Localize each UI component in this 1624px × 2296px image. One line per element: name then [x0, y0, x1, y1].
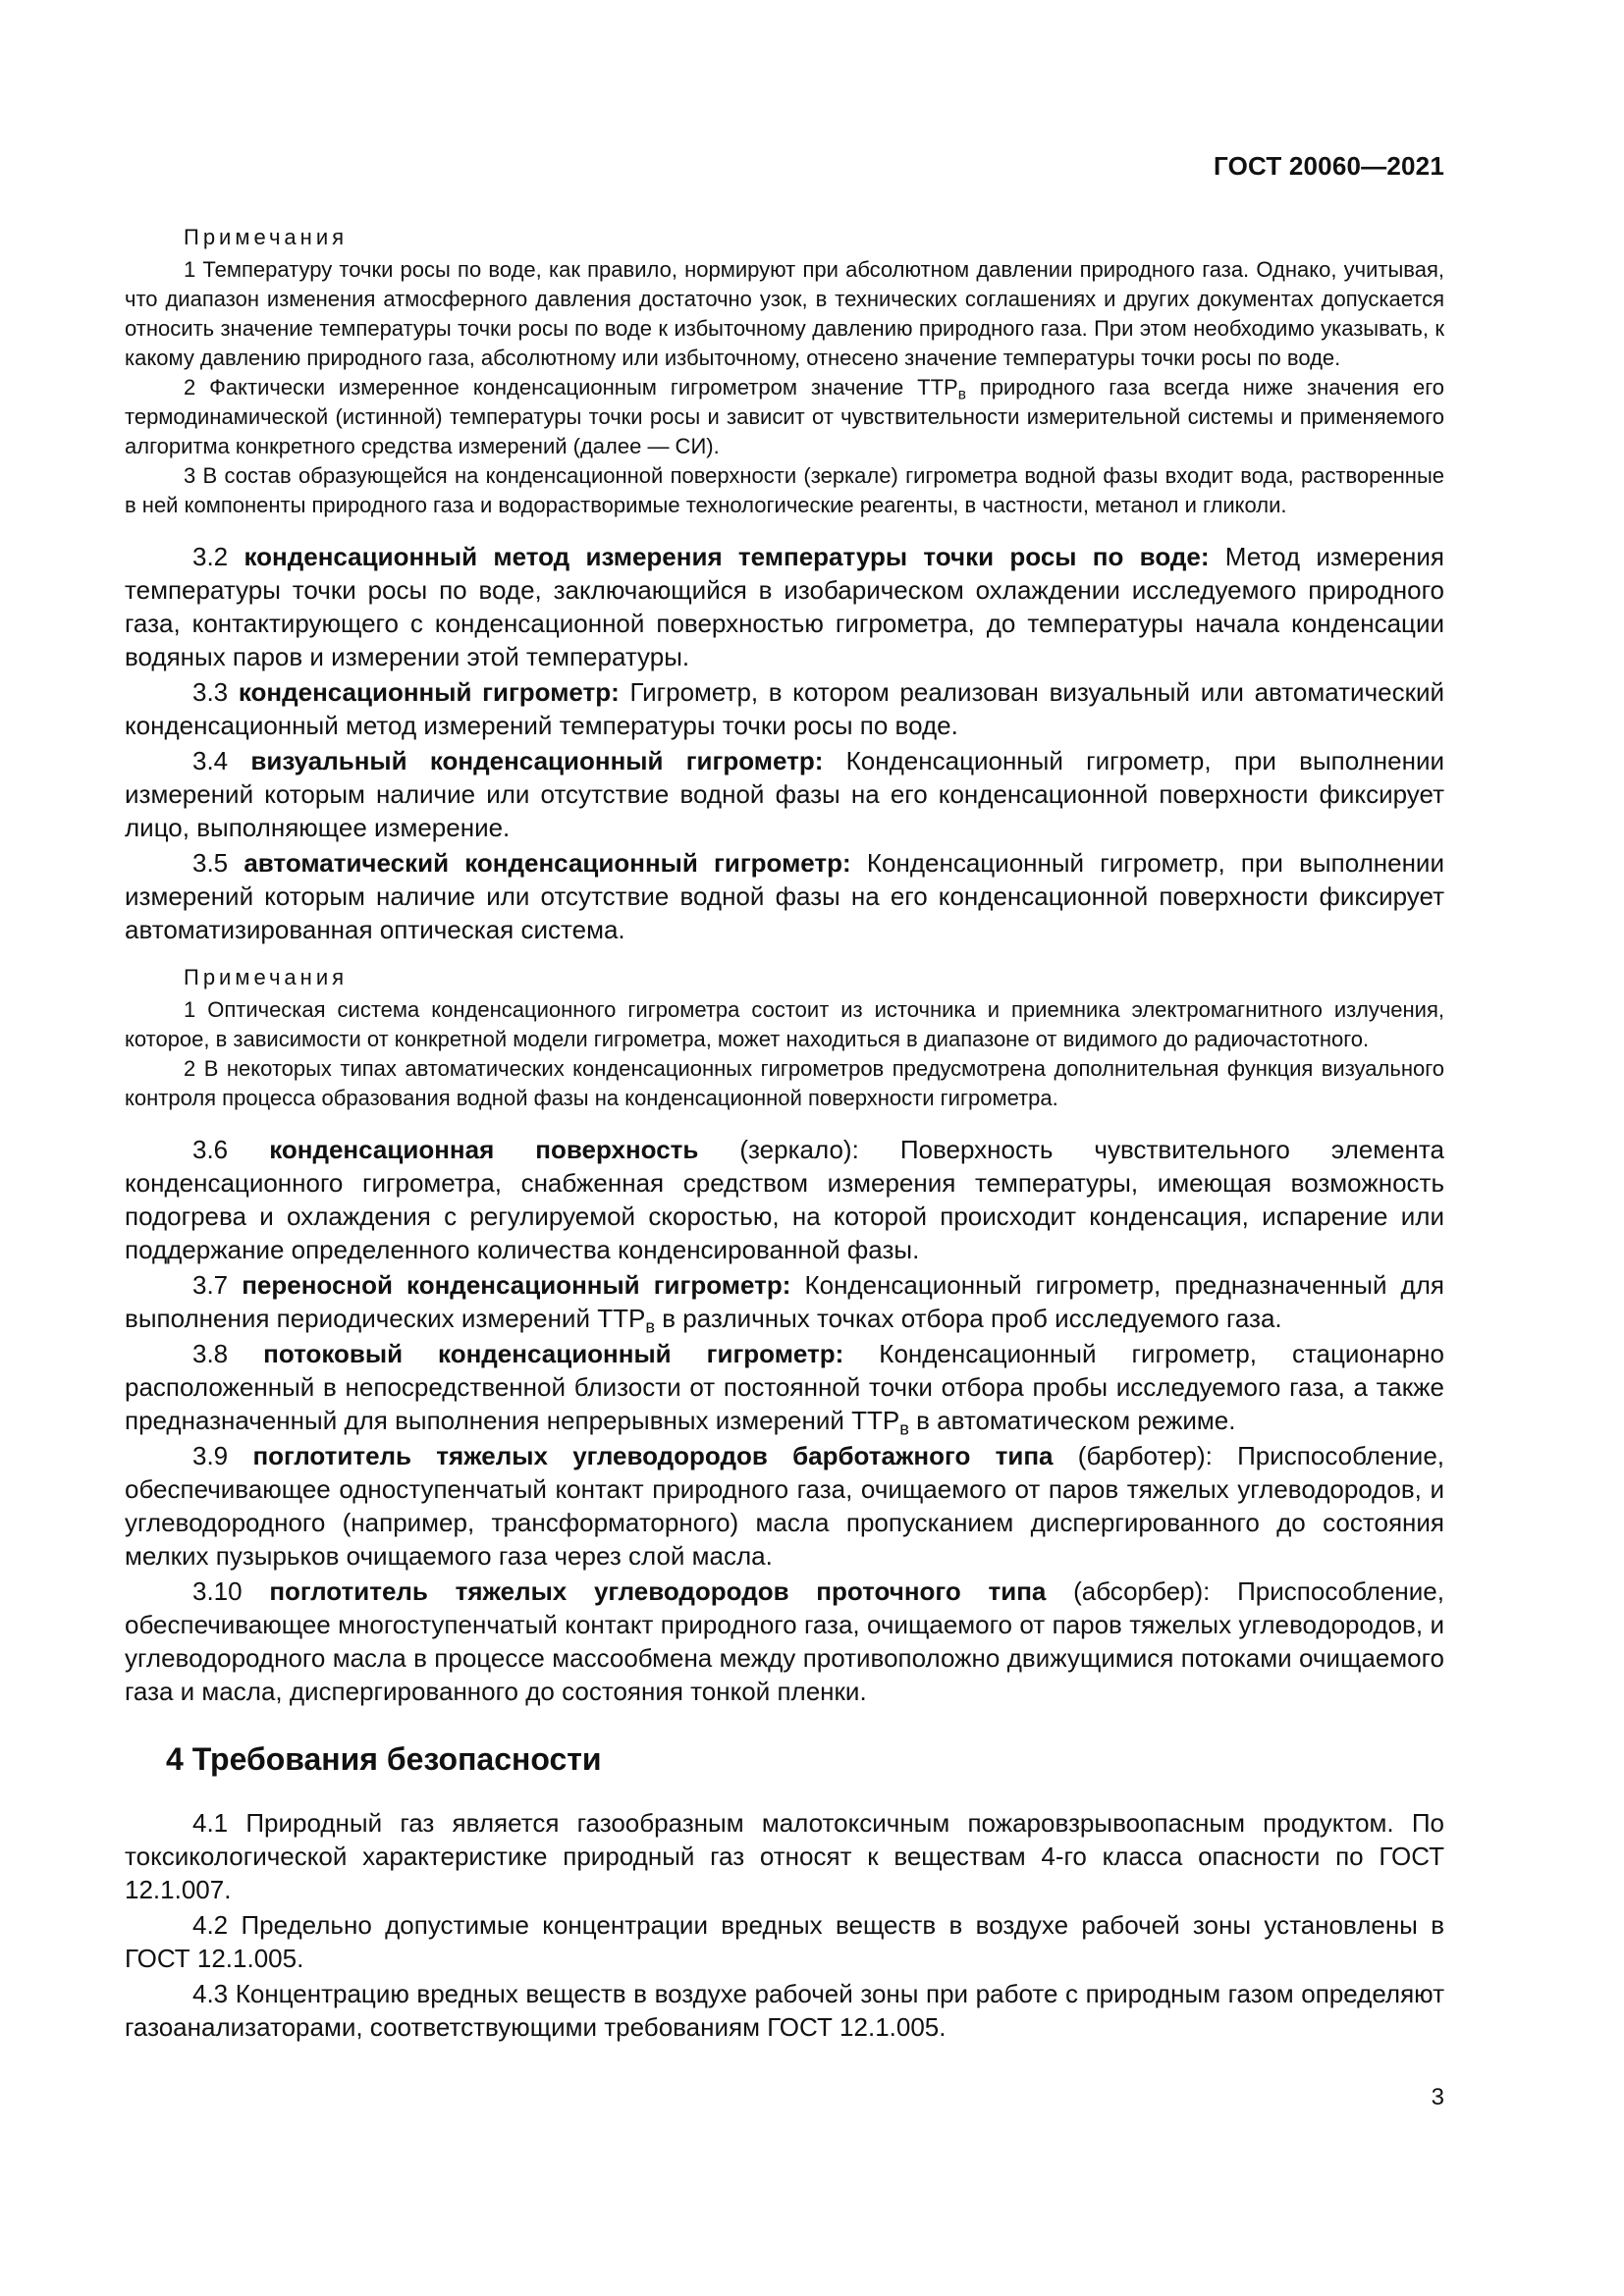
- section-4-title: 4 Требования безопасности: [166, 1741, 602, 1777]
- notes-block-2: [125, 964, 1444, 1113]
- definition-number: 3.2: [192, 542, 229, 571]
- definition-text: в автоматическом режиме.: [908, 1406, 1236, 1435]
- definition-number: 3.5: [192, 848, 229, 878]
- definition-text: (барботер): Приспособление, обеспечивающее одноступенчатый контакт природного газа, очищаемого от паров тяжелых углеводородов, и углеводородного (например, трансформаторного) масла пропусканием диспергированного до состояния мелких пузырьков очищаемого газа через слой масла.: [125, 1441, 1445, 1571]
- note-item: 2 В некоторых типах автоматических конденсационных гигрометров предусмотрена дополнительная функция визуального контроля процесса образования водной фазы на конденсационной поверхности гигрометра.: [125, 1056, 1444, 1110]
- definition-term: поглотитель тяжелых углеводородов барботажного типа: [252, 1441, 1054, 1470]
- note-text: природного газа всегда ниже значения его термодинамической (истинной) температуры точки росы и зависит от чувствительности измерительной системы и применяемого алгоритма конкретного средства измерений (далее — СИ).: [125, 375, 1444, 458]
- definition-term: конденсационная поверхность: [269, 1135, 699, 1164]
- definition-text: в различных точках отбора проб исследуемого газа.: [654, 1304, 1282, 1333]
- definition-3-9: [125, 1439, 1444, 1573]
- definition-3-4: [125, 744, 1444, 844]
- page-content: [125, 224, 1444, 2046]
- definition-term: автоматический конденсационный гигрометр:: [244, 848, 851, 878]
- definition-number: 3.8: [192, 1339, 229, 1368]
- definition-text: Конденсационный гигрометр, предназначенный для выполнения периодических измерений ТТР: [125, 1270, 1444, 1333]
- document-code: ГОСТ 20060—2021: [1214, 151, 1444, 181]
- paragraph-4-3: 4.3 Концентрацию вредных веществ в воздухе рабочей зоны при работе с природным газом определяют газоанализаторами, соответствующими требованиям ГОСТ 12.1.005.: [125, 1979, 1444, 2042]
- definition-term: переносной конденсационный гигрометр:: [242, 1270, 791, 1300]
- definition-number: 3.4: [192, 746, 229, 775]
- definition-number: 3.10: [192, 1576, 243, 1606]
- definition-3-5: [125, 846, 1444, 946]
- definition-number: 3.9: [192, 1441, 229, 1470]
- definition-text: Конденсационный гигрометр, стационарно расположенный в непосредственной близости от постоянной точки отбора пробы исследуемого газа, а также предназначенный для выполнения непрерывных измерений ТТР: [125, 1339, 1444, 1435]
- note-item: 1 Оптическая система конденсационного гигрометра состоит из источника и приемника электромагнитного излучения, которое, в зависимости от конкретной модели гигрометра, может находиться в диапазоне от видимого до радиочастотного.: [125, 997, 1444, 1051]
- definition-term: конденсационный метод измерения температуры точки росы по воде:: [244, 542, 1210, 571]
- definition-text: Гигрометр, в котором реализован визуальный или автоматический конденсационный метод измерений температуры точки росы по воде.: [125, 677, 1445, 740]
- definition-term: потоковый конденсационный гигрометр:: [263, 1339, 844, 1368]
- subscript: в: [899, 1418, 909, 1439]
- paragraph-4-1: 4.1 Природный газ является газообразным малотоксичным пожаровзрывоопасным продуктом. По токсикологической характеристике природный газ относят к веществам 4-го класса опасности по ГОСТ 12.1.007.: [125, 1808, 1444, 1904]
- notes-block-1: [125, 224, 1444, 520]
- paragraph-4-2: 4.2 Предельно допустимые концентрации вредных веществ в воздухе рабочей зоны установлены в ГОСТ 12.1.005.: [125, 1910, 1444, 1973]
- definition-number: 3.6: [192, 1135, 229, 1164]
- subscript: в: [645, 1316, 655, 1337]
- definition-text: (зеркало): Поверхность чувствительного элемента конденсационного гигрометра, снабженная средством измерения температуры, имеющая возможность подогрева и охлаждения с регулируемой скоростью, на которой происходит конденсация, испарение или поддержание определенного количества конденсированной фазы.: [125, 1135, 1444, 1264]
- definition-3-10: [125, 1575, 1444, 1708]
- definition-text: Конденсационный гигрометр, при выполнении измерений которым наличие или отсутствие водной фазы на его конденсационной поверхности фиксирует лицо, выполняющее измерение.: [125, 746, 1444, 842]
- definition-term: конденсационный гигрометр:: [238, 677, 620, 707]
- definition-number: 3.7: [192, 1270, 229, 1300]
- notes-heading: Примечания: [184, 965, 349, 989]
- definition-3-6: [125, 1133, 1444, 1266]
- definition-text: Метод измерения температуры точки росы по воде, заключающийся в изобарическом охлаждении исследуемого природного газа, контактирующего с конденсационной поверхностью гигрометра, до температуры начала конденсации водяных паров и измерении этой температуры.: [125, 542, 1444, 671]
- definition-3-7: [125, 1268, 1444, 1335]
- subscript: в: [957, 386, 966, 403]
- note-item: [125, 373, 1444, 461]
- definition-3-2: [125, 540, 1444, 673]
- notes-heading: Примечания: [184, 225, 349, 249]
- note-item: 3 В состав образующейся на конденсационной поверхности (зеркале) гигрометра водной фазы входит вода, растворенные в ней компоненты природного газа и водорастворимые технологические реагенты, в частности, метанол и гликоли.: [125, 463, 1444, 517]
- definition-number: 3.3: [192, 677, 229, 707]
- definition-3-8: [125, 1337, 1444, 1437]
- page-number: 3: [1431, 2084, 1444, 2110]
- note-item: 1 Температуру точки росы по воде, как правило, нормируют при абсолютном давлении природного газа. Однако, учитывая, что диапазон изменения атмосферного давления достаточно узок, в технических соглашениях и других документах допускается относить значение температуры точки росы по воде к избыточному давлению природного газа. При этом необходимо указывать, к какому давлению природного газа, абсолютному или избыточному, отнесено значение температуры точки росы по воде.: [125, 257, 1444, 370]
- definition-term: поглотитель тяжелых углеводородов проточного типа: [269, 1576, 1047, 1606]
- definition-3-3: [125, 675, 1444, 742]
- note-text: 2 Фактически измеренное конденсационным гигрометром значение ТТР: [184, 375, 958, 400]
- definition-text: (абсорбер): Приспособление, обеспечивающее многоступенчатый контакт природного газа, очищаемого от паров тяжелых углеводородов, и углеводородного масла в процессе массообмена между противоположно движущимися потоками очищаемого газа и масла, диспергированного до состояния тонкой пленки.: [125, 1576, 1444, 1706]
- definition-term: визуальный конденсационный гигрометр:: [250, 746, 824, 775]
- definition-text: Конденсационный гигрометр, при выполнении измерений которым наличие или отсутствие водной фазы на его конденсационной поверхности фиксирует автоматизированная оптическая система.: [125, 848, 1444, 944]
